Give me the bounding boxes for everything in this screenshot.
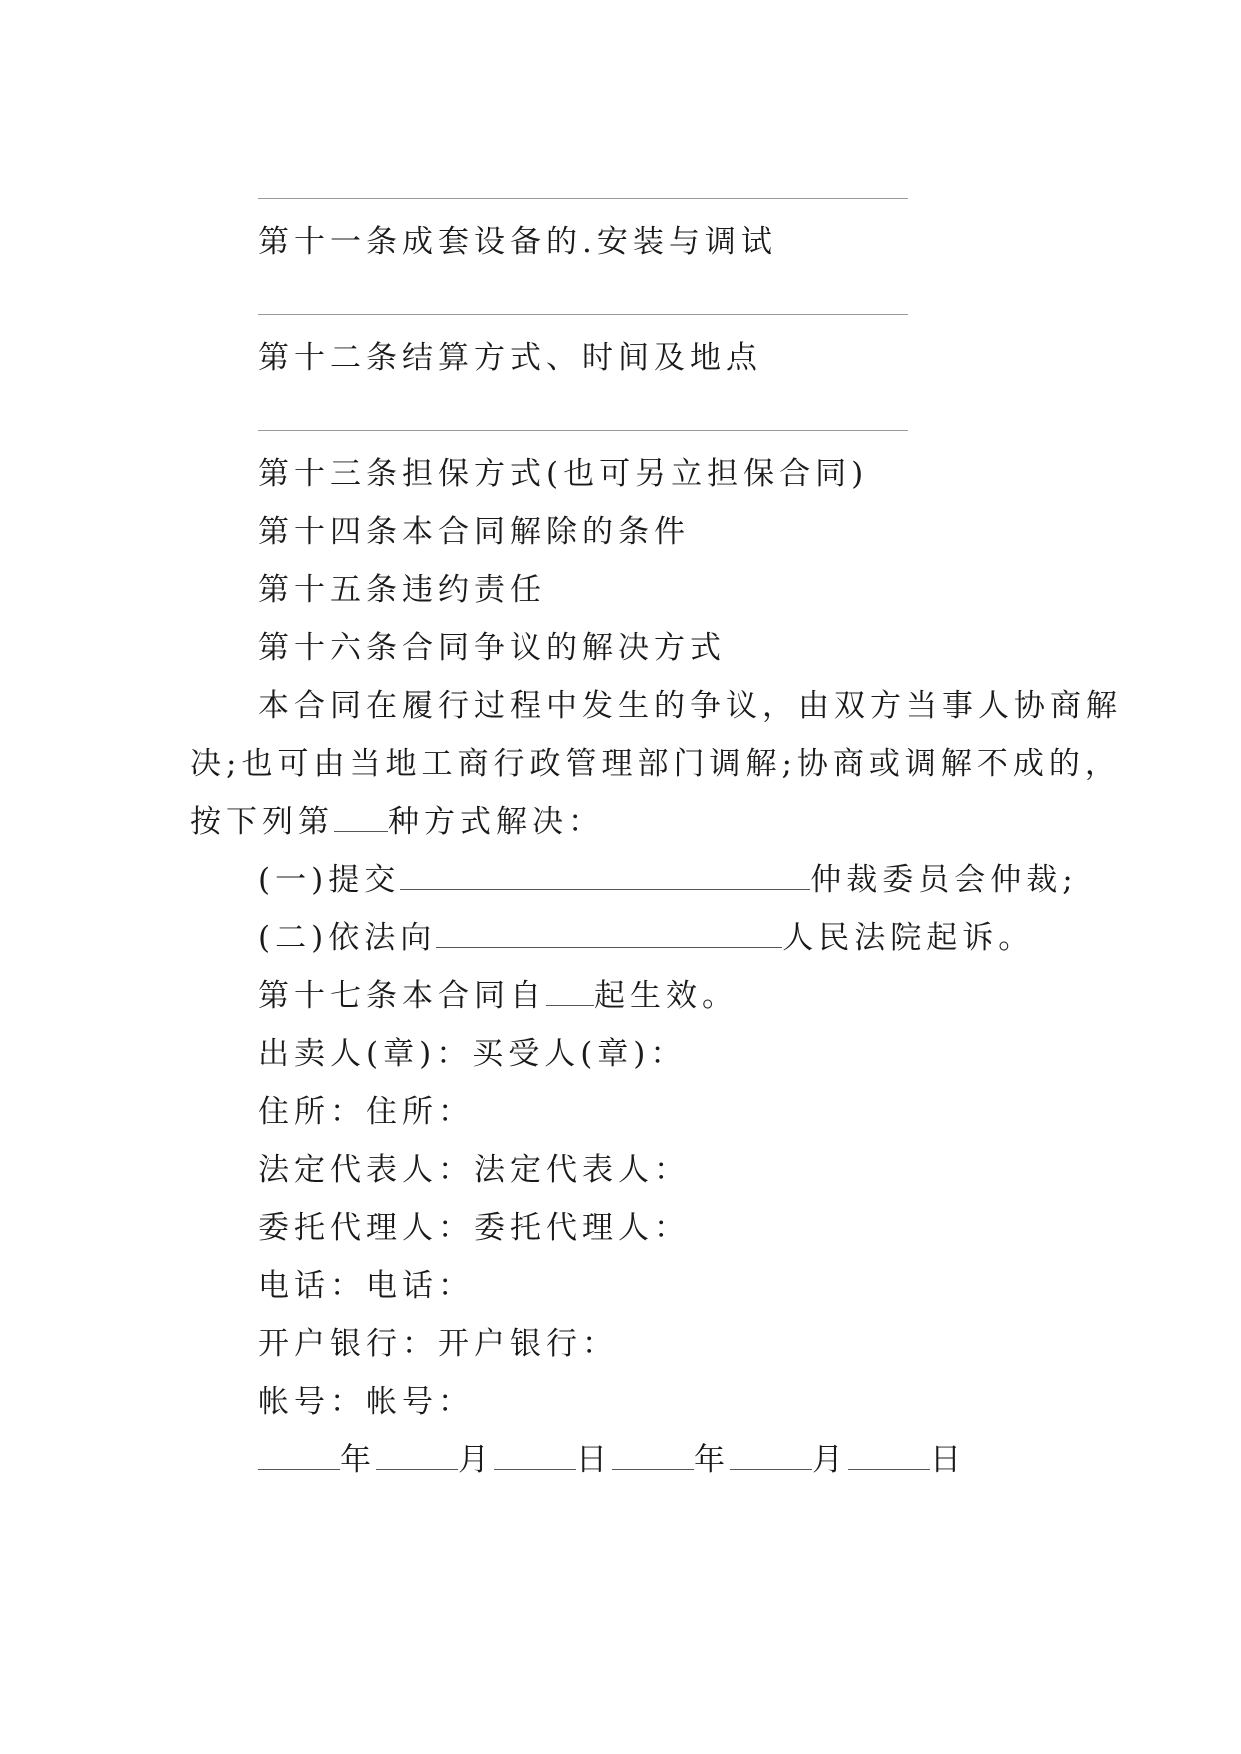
- article-17-suffix: 起生效。: [594, 978, 738, 1014]
- article-14: 第十四条本合同解除的条件: [258, 514, 690, 550]
- option-arbitration: [258, 860, 1078, 900]
- year-label: 年: [340, 1442, 376, 1478]
- article-13: 第十三条担保方式(也可另立担保合同): [258, 456, 869, 492]
- account-line: 帐号：帐号：: [258, 1384, 474, 1420]
- day-label: 日: [930, 1442, 966, 1478]
- legal-representative-line: 法定代表人：法定代表人：: [258, 1152, 690, 1188]
- option-court-suffix: 人民法院起诉。: [782, 920, 1035, 956]
- day-blank: [848, 1441, 930, 1470]
- article-15: 第十五条违约责任: [258, 572, 546, 608]
- option-arbitration-suffix: 仲裁委员会仲裁;: [810, 862, 1078, 898]
- dispute-text-b: 种方式解决：: [388, 804, 604, 840]
- article-17: [258, 976, 738, 1016]
- agent-line: 委托代理人：委托代理人：: [258, 1210, 690, 1246]
- fill-in-line: [258, 314, 908, 315]
- bank-line: 开户银行：开户银行：: [258, 1326, 618, 1362]
- fill-in-line: [258, 430, 908, 431]
- arbitration-commission-blank: [400, 861, 810, 890]
- article-11: 第十一条成套设备的.安装与调试: [258, 224, 777, 260]
- method-number-blank: [334, 803, 388, 832]
- fill-in-line: [258, 198, 908, 199]
- month-label: 月: [812, 1442, 848, 1478]
- article-17-prefix: 第十七条本合同自: [258, 978, 546, 1014]
- article-12: 第十二条结算方式、时间及地点: [258, 340, 762, 376]
- day-label: 日: [576, 1442, 612, 1478]
- date-line: [258, 1440, 966, 1480]
- month-blank: [376, 1441, 458, 1470]
- article-16: 第十六条合同争议的解决方式: [258, 630, 726, 666]
- option-court: [258, 918, 1034, 958]
- year-blank: [612, 1441, 694, 1470]
- address-line: 住所：住所：: [258, 1094, 474, 1130]
- option-court-prefix: (二)依法向: [258, 920, 437, 956]
- year-blank: [258, 1441, 340, 1470]
- dispute-text-a: 按下列第: [190, 804, 334, 840]
- year-label: 年: [694, 1442, 730, 1478]
- option-arbitration-prefix: (一)提交: [258, 862, 401, 898]
- day-blank: [494, 1441, 576, 1470]
- phone-line: 电话：电话：: [258, 1268, 474, 1304]
- month-blank: [730, 1441, 812, 1470]
- seller-buyer-seal: 出卖人(章)：买受人(章)：: [258, 1036, 687, 1072]
- dispute-paragraph-line-2: 决;也可由当地工商行政管理部门调解;协商或调解不成的，: [190, 746, 1121, 782]
- dispute-paragraph-line-1: 本合同在履行过程中发生的争议，由双方当事人协商解: [258, 688, 1122, 724]
- effective-date-blank: [546, 977, 594, 1006]
- month-label: 月: [458, 1442, 494, 1478]
- court-name-blank: [436, 919, 782, 948]
- dispute-paragraph-line-3: [190, 802, 604, 842]
